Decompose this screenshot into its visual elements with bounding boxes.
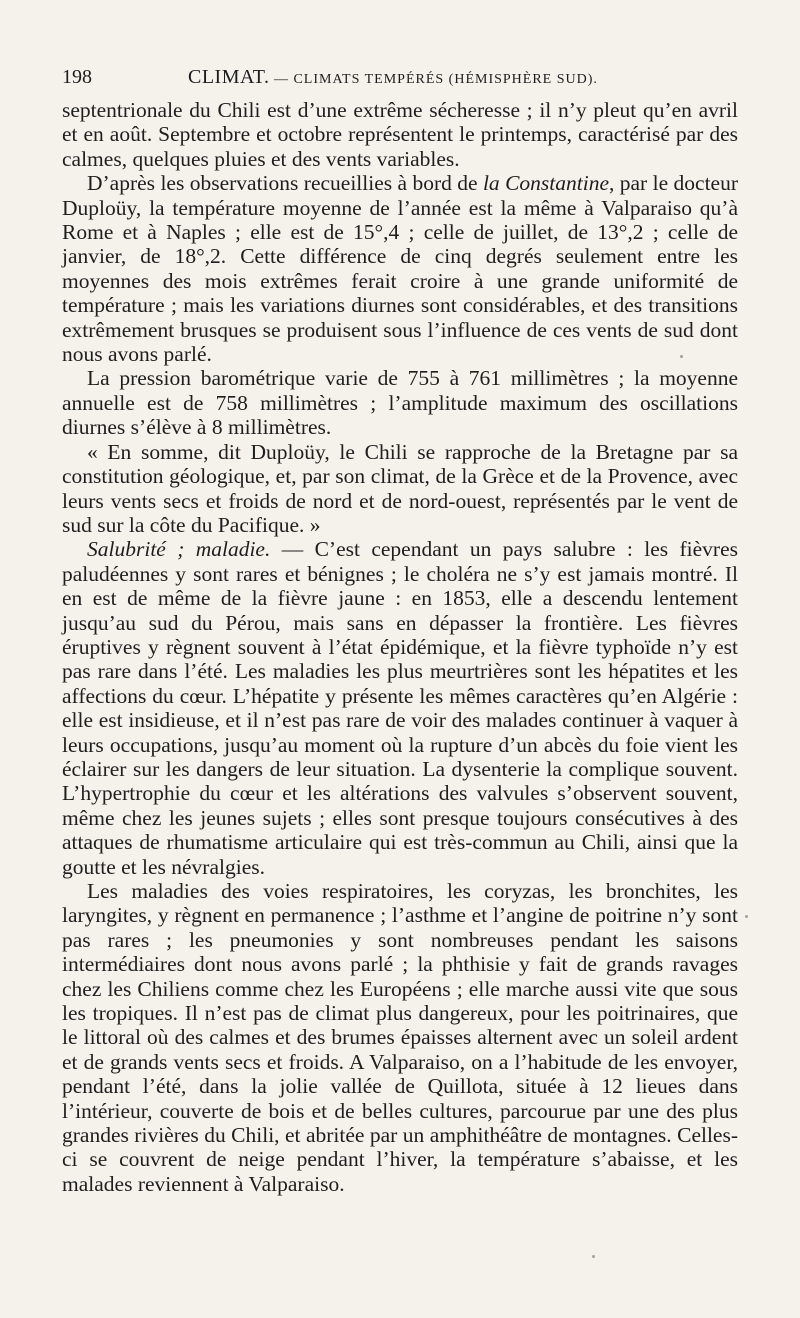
paragraph-6: Les maladies des voies respiratoires, les coryzas, les bronchites, les laryngites, y règnent en permanence ; l’asthme et l’angine de poitrine n’y sont pas rares ; les pneumonies y sont nombreuses pendant les saisons intermédiaires dont nous avons parlé ; la phthisie y fait de grands ravages chez les Chiliens comme chez les Européens ; elle marche aussi vite que sous les tropiques. Il n’est pas de climat plus dangereux, pour les poitrinaires, que le littoral où des calmes et des brumes épaisses alternent avec un soleil ardent et de grands vents secs et froids. A Valparaiso, on a l’habitude de les envoyer, pendant l’été, dans la jolie vallée de Quillota, située à 12 lieues dans l’intérieur, couverte de bois et de belles cultures, parcourue par une des plus grandes rivières du Chili, et abritée par un amphithéâtre de montagnes. Celles-ci se couvrent de neige pendant l’hiver, la température s’abaisse, et les malades reviennent à Valparaiso. xyxy=(62,879,738,1196)
paragraph-2: D’après les observations recueillies à bord de la Constantine, par le docteur Duploüy, la température moyenne de l’année est la même à Valparaiso qu’à Rome et à Naples ; elle est de 15°,4 ; celle de juillet, de 13°,2 ; celle de janvier, de 18°,2. Cette différence de cinq degrés seulement entre les moyennes des mois extrêmes ferait croire à une grande uniformité de température ; mais les variations diurnes sont considérables, et des transitions extrêmement brusques se produisent sous l’influence de ces vents de sud dont nous avons parlé. xyxy=(62,171,738,367)
paragraph-3: La pression barométrique varie de 755 à 761 millimètres ; la moyenne annuelle est de 758 millimètres ; l’amplitude maximum des oscillations diurnes s’élève à 8 millimètres. xyxy=(62,366,738,440)
paper-speck xyxy=(680,355,683,358)
paper-speck xyxy=(745,915,748,918)
body-text xyxy=(62,98,738,1196)
running-title xyxy=(188,62,598,95)
paragraph-1: septentrionale du Chili est d’une extrême sécheresse ; il n’y pleut qu’en avril et en août. Septembre et octobre représentent le printemps, caractérisé par des calmes, quelques pluies et des vents variables. xyxy=(62,98,738,171)
running-title-sub: — CLIMATS TEMPÉRÉS (HÉMISPHÈRE SUD). xyxy=(269,72,598,87)
paragraph-5: Salubrité ; maladie. — C’est cependant un pays salubre : les fièvres paludéennes y sont rares et bénignes ; le choléra ne s’y est jamais montré. Il en est de même de la fièvre jaune : en 1853, elle a descendu lentement jusqu’au sud du Pérou, mais sans en dépasser la frontière. Les fièvres éruptives y règnent souvent à l’état épidémique, et la fièvre typhoïde n’y est pas rare dans l’été. Les maladies les plus meurtrières sont les hépatites et les affections du cœur. L’hépatite y présente les mêmes caractères qu’en Algérie : elle est insidieuse, et il n’est pas rare de voir des malades continuer à vaquer à leurs occupations, jusqu’au moment où la rupture d’un abcès du foie vient les éclairer sur les dangers de leur situation. La dysenterie la complique souvent. L’hypertrophie du cœur et les altérations des valvules s’observent souvent, même chez les jeunes sujets ; elles sont presque toujours consécutives à des attaques de rhumatisme articulaire qui est très-commun au Chili, ainsi que la goutte et les névralgies. xyxy=(62,537,738,879)
paper-speck xyxy=(592,1255,595,1258)
ship-name: la Constantine xyxy=(482,171,609,196)
running-title-main: CLIMAT. xyxy=(188,66,270,88)
page-number: 198 xyxy=(62,66,92,88)
section-heading-salubrite: Salubrité ; maladie. xyxy=(87,537,271,562)
paragraph-4: « En somme, dit Duploüy, le Chili se rapproche de la Bretagne par sa constitution géologique, et, par son climat, de la Grèce et de la Provence, avec leurs vents secs et froids de nord et de nord-ouest, représentés par le vent de sud sur la côte du Pacifique. » xyxy=(62,439,738,537)
running-header xyxy=(62,62,742,92)
